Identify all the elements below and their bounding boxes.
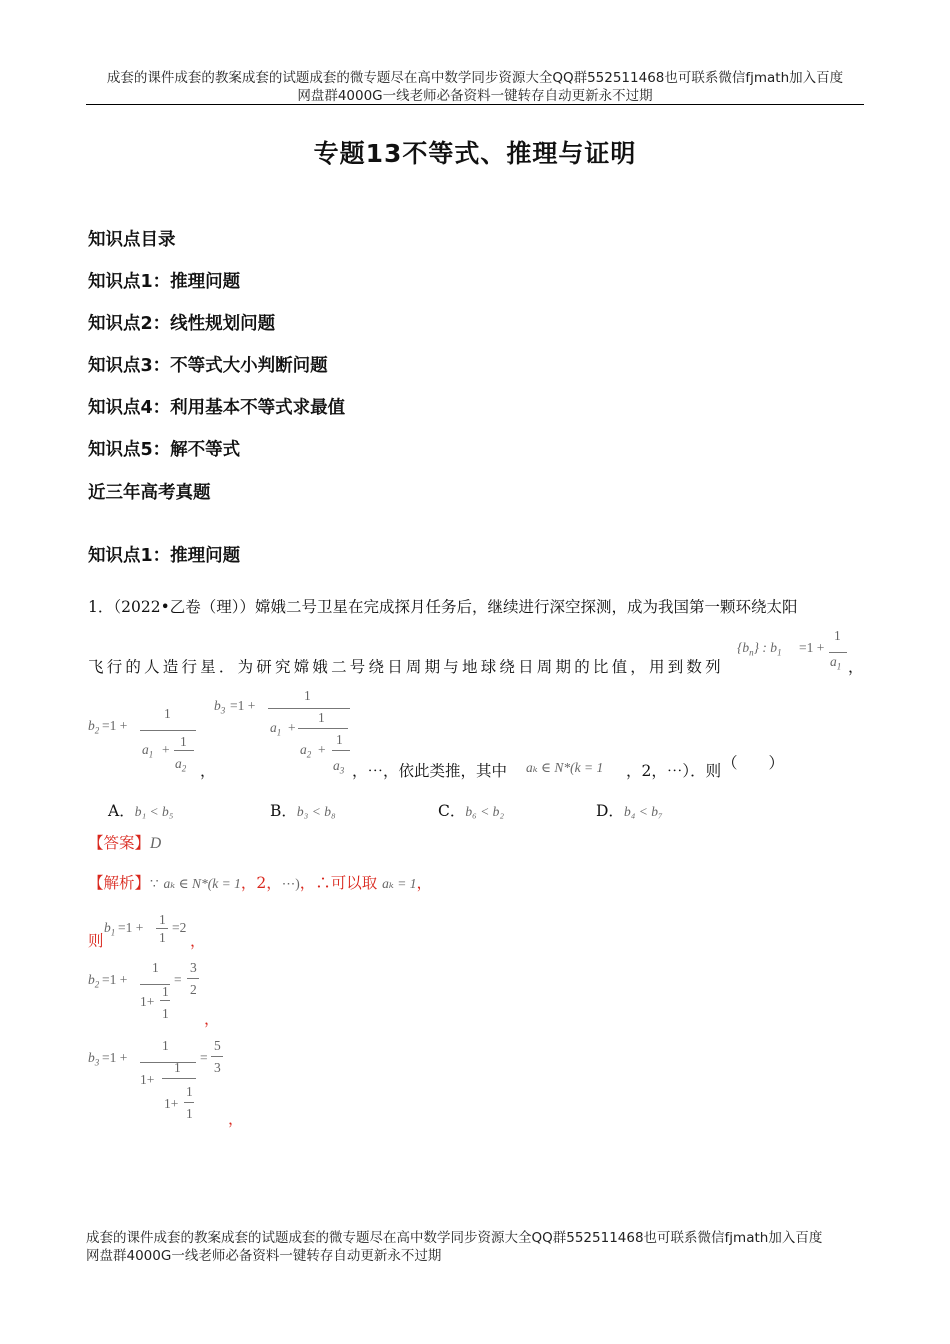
toc-item-3[interactable]: 知识点3：不等式大小判断问题 [88,356,328,376]
analysis-take: aₖ = 1 [382,876,417,891]
footer-line-2: 网盘群4000G一线老师必备资料一键转存自动更新永不过期 [86,1248,442,1264]
calc-b1: $b_1$ =1 + 1 1 =2 [104,912,187,945]
page-header [86,69,864,105]
footer-line-1: 成套的课件成套的教案成套的试题成套的微专题尽在高中数学同步资源大全QQ群552511468也可联系微信fjmath加入百度 [86,1230,823,1246]
answer-blank: （ ） [722,754,785,772]
sequence-definition: $\{b_n\}$ : $b_1$ =1 + 1 $a_1$ [737,628,857,674]
toc-item-5[interactable]: 知识点5：解不等式 [88,440,241,460]
formula-b2: $b_2$ =1 + 1 $a_1$ + 1 $a_2$ [88,706,198,778]
option-c-label: C． [438,802,466,820]
question-condition-tail: ，2，⋯）．则 [626,762,722,780]
analysis-condition: aₖ ∈ N*(k = 1 [163,876,241,891]
calc-b1-comma: ， [190,932,206,950]
calc-b2-comma: ， [204,1010,220,1028]
analysis-tail-2: ⋯) [281,876,300,891]
because-symbol: ∵ [150,876,159,891]
option-c-expr: b₆ < b₂ [465,804,505,819]
question-number: 1． [88,598,114,616]
section-heading: 知识点1：推理问题 [88,546,241,566]
question-line-1 [88,596,868,618]
toc-item-6[interactable]: 近三年高考真题 [88,483,211,503]
answer-line [88,832,161,855]
toc-heading: 知识点目录 [88,230,176,250]
header-divider [86,104,864,105]
header-line-1: 成套的课件成套的教案成套的试题成套的微专题尽在高中数学同步资源大全QQ群552511468也可联系微信fjmath加入百度 [106,70,844,86]
option-c[interactable] [438,800,504,823]
option-a-expr: b₁ < b₅ [134,804,174,819]
formula-b2-comma: ， [200,762,216,780]
page-footer [86,1229,876,1265]
option-d[interactable] [596,800,663,823]
page-title: 专题13不等式、推理与证明 [313,139,637,168]
calc-b2: $b_2$ =1 + 1 1+ 1 1 = 3 2 [88,960,218,1028]
option-d-label: D． [596,802,624,820]
analysis-tail-4: ， [416,874,432,892]
option-b-label: B． [270,802,297,820]
calc-b3-comma: ， [228,1110,244,1128]
analysis-line [88,872,868,895]
question-text-1: 嫦娥二号卫星在完成探月任务后，继续进行深空探测，成为我国第一颗环绕太阳 [254,598,798,616]
answer-value: D [150,835,162,852]
question-source: （2022•乙卷（理）） [113,598,255,616]
analysis-then: 则 [88,932,104,950]
option-b-expr: b₃ < b₈ [296,804,336,819]
option-a-label: A． [108,802,135,820]
option-d-expr: b₄ < b₇ [623,804,663,819]
header-line-2: 网盘群4000G一线老师必备资料一键转存自动更新永不过期 [297,88,653,104]
toc-item-4[interactable]: 知识点4：利用基本不等式求最值 [88,398,346,418]
question-ellipsis: ，⋯，依此类推，其中 [352,762,508,780]
answer-label: 【答案】 [88,834,151,852]
option-a[interactable] [108,800,173,823]
question-comma: ， [848,658,864,676]
condition-expr: aₖ ∈ N*(k = 1 [526,760,604,775]
question-line-2: 飞行的人造行星．为研究嫦娥二号绕日周期与地球绕日周期的比值，用到数列 [88,658,724,676]
analysis-label: 【解析】 [88,874,151,892]
analysis-tail-3: ，∴可以取 [299,874,378,892]
toc-item-1[interactable]: 知识点1：推理问题 [88,272,241,292]
analysis-tail-1: ，2， [240,874,282,892]
calc-b3: $b_3$ =1 + 1 1+ 1 1+ 1 1 = 5 3 [88,1038,238,1128]
toc-item-2[interactable]: 知识点2：线性规划问题 [88,314,276,334]
formula-b3: $b_3$ =1 + 1 $a_1$ + 1 $a_2$ + 1 $a_3$ [214,688,354,780]
option-b[interactable] [270,800,336,823]
